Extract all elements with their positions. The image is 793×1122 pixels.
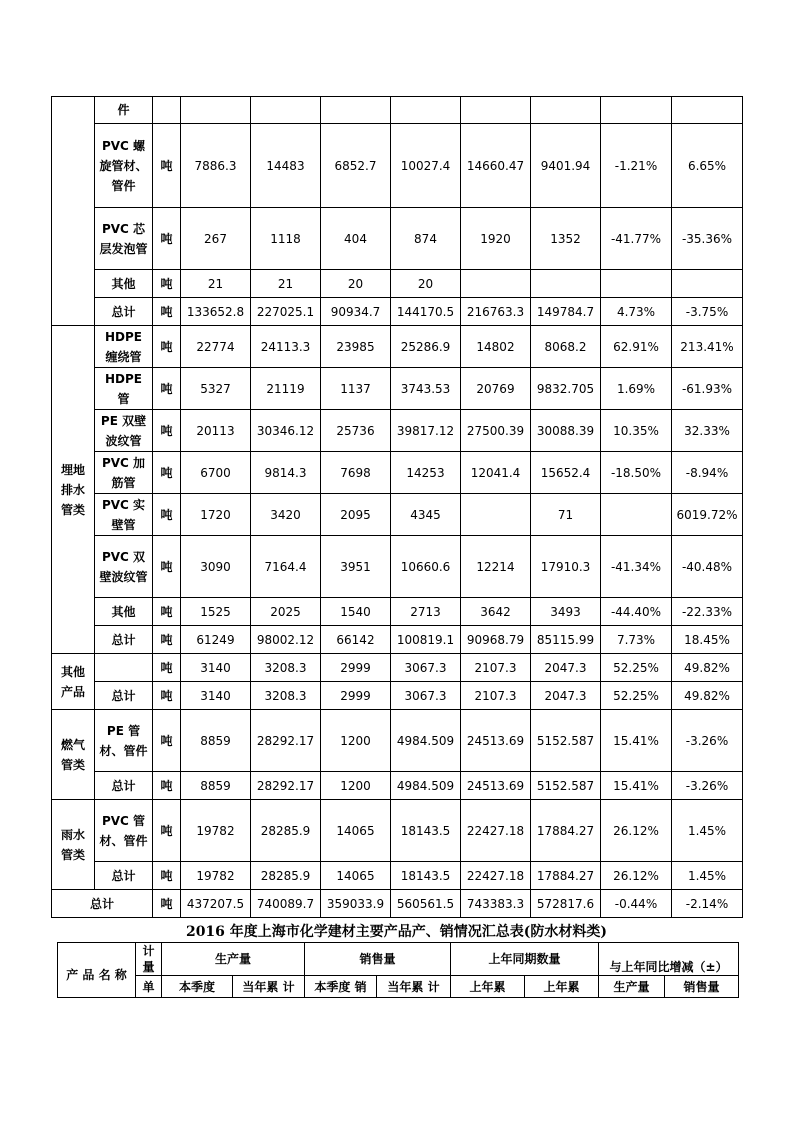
value-cell: 30088.39 [531, 410, 601, 452]
unit-cell: 吨 [153, 124, 181, 208]
header-last-year: 上年同期数量 [451, 943, 599, 976]
header-last-year-cum-2: 上年累 [525, 976, 599, 998]
product-name-cell: PVC 双壁波纹管 [95, 536, 153, 598]
value-cell: 20769 [461, 368, 531, 410]
grand-total-label: 总计 [52, 890, 153, 918]
value-cell: 18143.5 [391, 800, 461, 862]
unit-cell: 吨 [153, 536, 181, 598]
value-cell: 5327 [181, 368, 251, 410]
value-cell: 3743.53 [391, 368, 461, 410]
value-cell: 560561.5 [391, 890, 461, 918]
value-cell: 3208.3 [251, 654, 321, 682]
value-cell: 27500.39 [461, 410, 531, 452]
value-cell: -3.26% [672, 710, 743, 772]
value-cell: 4.73% [601, 298, 672, 326]
table-row [52, 452, 743, 494]
product-name-cell: PVC 芯层发泡管 [95, 208, 153, 270]
product-name-cell: PVC 加筋管 [95, 452, 153, 494]
value-cell [461, 270, 531, 298]
value-cell: 2047.3 [531, 654, 601, 682]
unit-cell: 吨 [153, 862, 181, 890]
value-cell: 1.45% [672, 800, 743, 862]
value-cell: 85115.99 [531, 626, 601, 654]
product-name-cell: 总计 [95, 772, 153, 800]
unit-cell: 吨 [153, 494, 181, 536]
value-cell: 9832.705 [531, 368, 601, 410]
value-cell: 3067.3 [391, 654, 461, 682]
value-cell: -41.77% [601, 208, 672, 270]
value-cell: 14065 [321, 800, 391, 862]
product-name-cell: PE 管材、管件 [95, 710, 153, 772]
value-cell: -35.36% [672, 208, 743, 270]
value-cell [461, 97, 531, 124]
table-row [52, 598, 743, 626]
value-cell: 10660.6 [391, 536, 461, 598]
value-cell: 1200 [321, 710, 391, 772]
product-name-cell: PVC 管材、管件 [95, 800, 153, 862]
table-row [52, 270, 743, 298]
value-cell: 25736 [321, 410, 391, 452]
value-cell: 9814.3 [251, 452, 321, 494]
value-cell: 1200 [321, 772, 391, 800]
product-summary-table [51, 96, 743, 918]
table-row [52, 682, 743, 710]
value-cell: 359033.9 [321, 890, 391, 918]
table-row [52, 710, 743, 772]
value-cell: 6700 [181, 452, 251, 494]
value-cell: 22427.18 [461, 862, 531, 890]
unit-cell: 吨 [153, 890, 181, 918]
table-row [52, 298, 743, 326]
value-cell: 8859 [181, 772, 251, 800]
value-cell: 2999 [321, 654, 391, 682]
value-cell: 14483 [251, 124, 321, 208]
header-production-small: 生产量 [599, 976, 665, 998]
header-this-quarter-sales: 本季度 销 [305, 976, 377, 998]
value-cell: -1.21% [601, 124, 672, 208]
value-cell: 9401.94 [531, 124, 601, 208]
unit-cell: 吨 [153, 710, 181, 772]
value-cell [601, 494, 672, 536]
header-unit-top: 计量 [136, 943, 162, 976]
value-cell: 12041.4 [461, 452, 531, 494]
value-cell: 3208.3 [251, 682, 321, 710]
value-cell: 28292.17 [251, 772, 321, 800]
header-year-cumulative: 当年累 计 [233, 976, 305, 998]
value-cell: 15.41% [601, 772, 672, 800]
value-cell: 49.82% [672, 654, 743, 682]
value-cell: 90934.7 [321, 298, 391, 326]
value-cell: 6.65% [672, 124, 743, 208]
product-name-cell: 其他 [95, 598, 153, 626]
value-cell: 23985 [321, 326, 391, 368]
unit-cell: 吨 [153, 800, 181, 862]
value-cell: 7886.3 [181, 124, 251, 208]
value-cell: 49.82% [672, 682, 743, 710]
table-row [52, 410, 743, 452]
value-cell: 2713 [391, 598, 461, 626]
product-name-cell: 总计 [95, 682, 153, 710]
unit-cell: 吨 [153, 270, 181, 298]
value-cell: 2107.3 [461, 682, 531, 710]
value-cell: 133652.8 [181, 298, 251, 326]
value-cell: 7164.4 [251, 536, 321, 598]
unit-cell: 吨 [153, 368, 181, 410]
header-this-quarter: 本季度 [162, 976, 233, 998]
value-cell: 572817.6 [531, 890, 601, 918]
value-cell: 8859 [181, 710, 251, 772]
value-cell: 14660.47 [461, 124, 531, 208]
value-cell: 267 [181, 208, 251, 270]
value-cell: 3140 [181, 682, 251, 710]
value-cell: -61.93% [672, 368, 743, 410]
value-cell: 1118 [251, 208, 321, 270]
value-cell: 22774 [181, 326, 251, 368]
value-cell: 144170.5 [391, 298, 461, 326]
value-cell: 6019.72% [672, 494, 743, 536]
value-cell: 21 [181, 270, 251, 298]
value-cell: 3951 [321, 536, 391, 598]
value-cell: 213.41% [672, 326, 743, 368]
value-cell [672, 270, 743, 298]
product-name-cell: 总计 [95, 862, 153, 890]
header-product-name: 产 品 名 称 [58, 943, 136, 998]
value-cell: 149784.7 [531, 298, 601, 326]
value-cell [181, 97, 251, 124]
value-cell: 32.33% [672, 410, 743, 452]
table-row [52, 800, 743, 862]
value-cell [321, 97, 391, 124]
category-cell: 其他产品 [52, 654, 95, 710]
value-cell: -40.48% [672, 536, 743, 598]
unit-cell: 吨 [153, 772, 181, 800]
value-cell: 2999 [321, 682, 391, 710]
unit-cell: 吨 [153, 208, 181, 270]
product-name-cell: 件 [95, 97, 153, 124]
value-cell: -2.14% [672, 890, 743, 918]
value-cell: 71 [531, 494, 601, 536]
header-sales: 销售量 [305, 943, 451, 976]
header-last-year-cum-1: 上年累 [451, 976, 525, 998]
value-cell: 62.91% [601, 326, 672, 368]
value-cell: -44.40% [601, 598, 672, 626]
value-cell: -41.34% [601, 536, 672, 598]
product-name-cell: HDPE 缠绕管 [95, 326, 153, 368]
value-cell: 17884.27 [531, 862, 601, 890]
value-cell: -3.26% [672, 772, 743, 800]
value-cell: 26.12% [601, 862, 672, 890]
value-cell [672, 97, 743, 124]
table-row [52, 326, 743, 368]
value-cell: 28285.9 [251, 800, 321, 862]
unit-cell: 吨 [153, 654, 181, 682]
value-cell: 17884.27 [531, 800, 601, 862]
value-cell: 25286.9 [391, 326, 461, 368]
value-cell: 10.35% [601, 410, 672, 452]
value-cell: 227025.1 [251, 298, 321, 326]
value-cell: 1920 [461, 208, 531, 270]
value-cell: -3.75% [672, 298, 743, 326]
product-name-cell: HDPE 管 [95, 368, 153, 410]
table-row [52, 97, 743, 124]
value-cell: 1540 [321, 598, 391, 626]
value-cell: 18.45% [672, 626, 743, 654]
value-cell: 17910.3 [531, 536, 601, 598]
value-cell: 14802 [461, 326, 531, 368]
value-cell [531, 97, 601, 124]
value-cell: 740089.7 [251, 890, 321, 918]
table-row [52, 626, 743, 654]
product-name-cell: PVC 螺旋管材、管件 [95, 124, 153, 208]
value-cell: 21119 [251, 368, 321, 410]
value-cell: 52.25% [601, 654, 672, 682]
category-cell [52, 97, 95, 326]
value-cell: 3090 [181, 536, 251, 598]
value-cell: 52.25% [601, 682, 672, 710]
value-cell: 2095 [321, 494, 391, 536]
value-cell: 3140 [181, 654, 251, 682]
value-cell: -0.44% [601, 890, 672, 918]
value-cell: 1525 [181, 598, 251, 626]
value-cell [531, 270, 601, 298]
value-cell: 24513.69 [461, 772, 531, 800]
value-cell: 3420 [251, 494, 321, 536]
grand-total-row [52, 890, 743, 918]
value-cell: 1352 [531, 208, 601, 270]
value-cell: 743383.3 [461, 890, 531, 918]
value-cell [601, 270, 672, 298]
header-sales-small: 销售量 [665, 976, 739, 998]
table-row [52, 536, 743, 598]
value-cell [391, 97, 461, 124]
value-cell: 26.12% [601, 800, 672, 862]
value-cell: 404 [321, 208, 391, 270]
unit-cell: 吨 [153, 626, 181, 654]
value-cell: 1137 [321, 368, 391, 410]
header-yoy-change: 与上年同比增减（±） [599, 943, 739, 976]
value-cell [461, 494, 531, 536]
value-cell: 437207.5 [181, 890, 251, 918]
category-cell: 埋地排水管类 [52, 326, 95, 654]
value-cell: 3067.3 [391, 682, 461, 710]
table-title: 2016 年度上海市化学建材主要产品产、销情况汇总表(防水材料类) [185, 924, 608, 940]
unit-cell: 吨 [153, 598, 181, 626]
unit-cell: 吨 [153, 410, 181, 452]
product-name-cell: 总计 [95, 298, 153, 326]
table-row [52, 772, 743, 800]
value-cell: 20113 [181, 410, 251, 452]
value-cell: 2025 [251, 598, 321, 626]
value-cell: -8.94% [672, 452, 743, 494]
table-row [52, 862, 743, 890]
unit-cell [153, 97, 181, 124]
value-cell: 5152.587 [531, 710, 601, 772]
table-row [52, 368, 743, 410]
value-cell: -22.33% [672, 598, 743, 626]
unit-cell: 吨 [153, 452, 181, 494]
header-year-cumulative-sales: 当年累 计 [377, 976, 451, 998]
value-cell: 8068.2 [531, 326, 601, 368]
value-cell: 1720 [181, 494, 251, 536]
value-cell: 4984.509 [391, 772, 461, 800]
value-cell: 14065 [321, 862, 391, 890]
unit-cell: 吨 [153, 298, 181, 326]
value-cell: 98002.12 [251, 626, 321, 654]
value-cell: 21 [251, 270, 321, 298]
header-unit-bottom: 单 [136, 976, 162, 998]
product-name-cell: 其他 [95, 270, 153, 298]
table-row [52, 208, 743, 270]
value-cell: 28285.9 [251, 862, 321, 890]
value-cell: 19782 [181, 862, 251, 890]
value-cell: 18143.5 [391, 862, 461, 890]
waterproof-summary-table [57, 942, 739, 998]
value-cell: 4984.509 [391, 710, 461, 772]
value-cell: 216763.3 [461, 298, 531, 326]
value-cell: 24513.69 [461, 710, 531, 772]
value-cell: 14253 [391, 452, 461, 494]
product-name-cell [95, 654, 153, 682]
value-cell: 15.41% [601, 710, 672, 772]
value-cell: 100819.1 [391, 626, 461, 654]
value-cell: 4345 [391, 494, 461, 536]
unit-cell: 吨 [153, 326, 181, 368]
value-cell: 1.69% [601, 368, 672, 410]
value-cell: 90968.79 [461, 626, 531, 654]
header-production: 生产量 [162, 943, 305, 976]
value-cell: 66142 [321, 626, 391, 654]
value-cell: 2107.3 [461, 654, 531, 682]
value-cell: 30346.12 [251, 410, 321, 452]
value-cell: 39817.12 [391, 410, 461, 452]
value-cell: 28292.17 [251, 710, 321, 772]
category-cell: 雨水管类 [52, 800, 95, 890]
value-cell: 7698 [321, 452, 391, 494]
value-cell: 5152.587 [531, 772, 601, 800]
value-cell: 15652.4 [531, 452, 601, 494]
table-row [52, 124, 743, 208]
value-cell: 2047.3 [531, 682, 601, 710]
value-cell: 22427.18 [461, 800, 531, 862]
value-cell: 3493 [531, 598, 601, 626]
unit-cell: 吨 [153, 682, 181, 710]
value-cell: 7.73% [601, 626, 672, 654]
table-row [52, 654, 743, 682]
value-cell: 10027.4 [391, 124, 461, 208]
value-cell: 19782 [181, 800, 251, 862]
product-name-cell: 总计 [95, 626, 153, 654]
value-cell: 12214 [461, 536, 531, 598]
value-cell: 24113.3 [251, 326, 321, 368]
value-cell: 1.45% [672, 862, 743, 890]
product-name-cell: PVC 实壁管 [95, 494, 153, 536]
value-cell: 20 [321, 270, 391, 298]
value-cell [251, 97, 321, 124]
value-cell: -18.50% [601, 452, 672, 494]
table-row [52, 494, 743, 536]
product-name-cell: PE 双壁波纹管 [95, 410, 153, 452]
value-cell: 20 [391, 270, 461, 298]
value-cell: 3642 [461, 598, 531, 626]
category-cell: 燃气管类 [52, 710, 95, 800]
value-cell [601, 97, 672, 124]
value-cell: 874 [391, 208, 461, 270]
value-cell: 6852.7 [321, 124, 391, 208]
value-cell: 61249 [181, 626, 251, 654]
